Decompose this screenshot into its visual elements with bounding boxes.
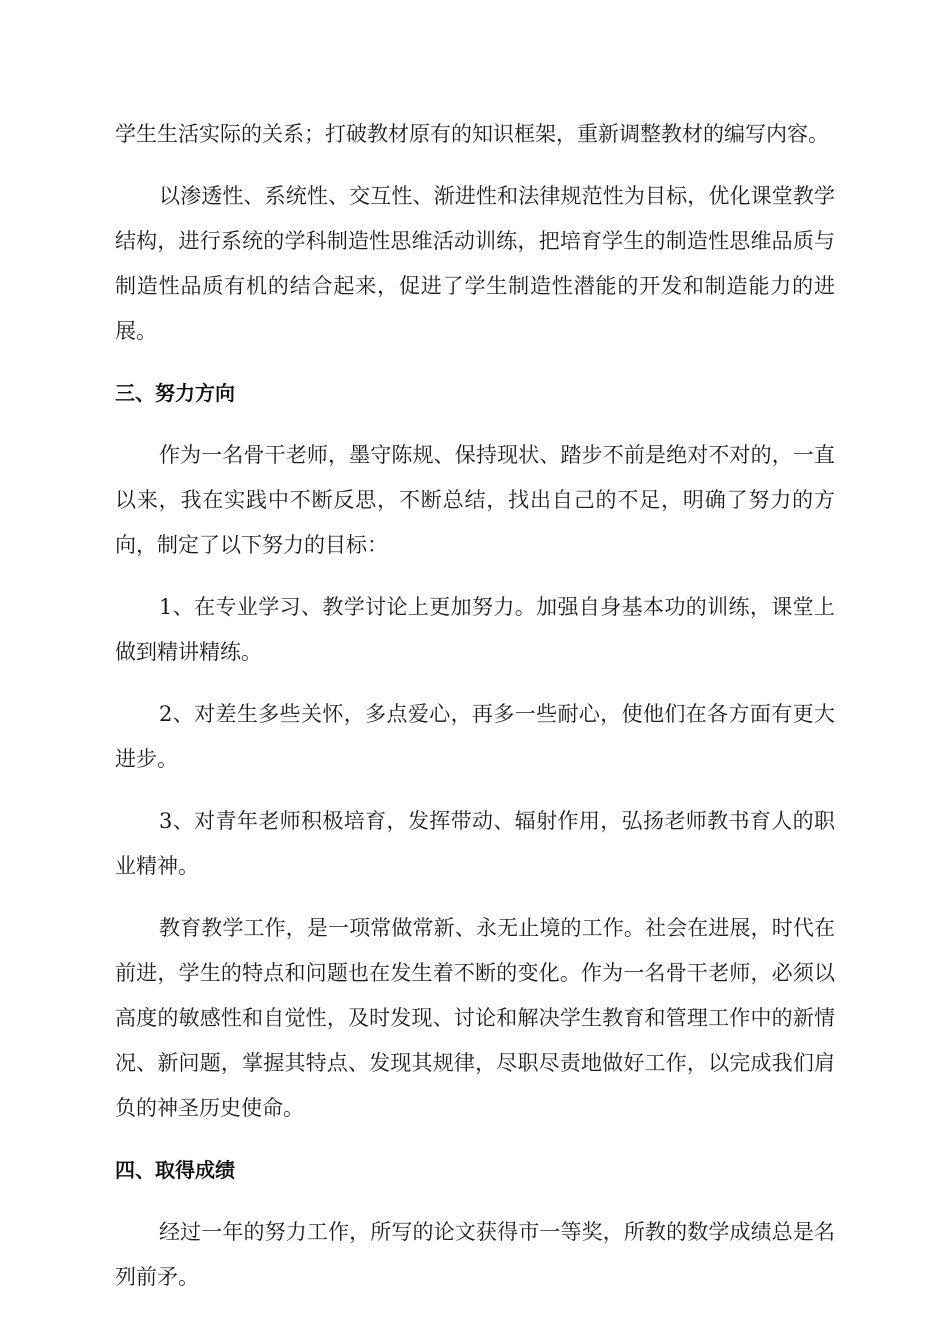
- paragraph-continuation: 学生生活实际的关系；打破教材原有的知识框架，重新调整教材的编写内容。: [115, 122, 829, 146]
- list-item-1: 1、在专业学习、教学讨论上更加努力。加强自身基本功的训练，课堂上做到精讲精练。: [115, 595, 835, 664]
- list-item-3: 3、对青年老师积极培育，发挥带动、辐射作用，弘扬老师教书育人的职业精神。: [115, 809, 835, 878]
- list-item-2: 2、对差生多些关怀，多点爱心，再多一些耐心，使他们在各方面有更大进步。: [115, 702, 835, 771]
- paragraph-direction-intro: 作为一名骨干老师，墨守陈规、保持现状、踏步不前是绝对不对的，一直以来，我在实践中不断反思，不断总结，找出自己的不足，明确了努力的方向，制定了以下努力的目标：: [115, 443, 835, 557]
- paragraph-teaching-goals: 以渗透性、系统性、交互性、渐进性和法律规范性为目标，优化课堂教学结构，进行系统的学科制造性思维活动训练，把培育学生的制造性思维品质与制造性品质有机的结合起来，促进了学生制造性潜能的开发和制造能力的进展。: [115, 184, 835, 343]
- paragraph-achievements: 经过一年的努力工作，所写的论文获得市一等奖，所教的数学成绩总是名列前矛。: [115, 1220, 835, 1289]
- section-heading-direction: 三、努力方向: [115, 381, 235, 405]
- paragraph-education-work: 教育教学工作，是一项常做常新、永无止境的工作。社会在进展，时代在前进，学生的特点和问题也在发生着不断的变化。作为一名骨干老师，必须以高度的敏感性和自觉性，及时发现、讨论和解决学生教育和管理工作中的新情况、新问题，掌握其特点、发现其规律，尽职尽责地做好工作，以完成我们肩负的神圣历史使命。: [115, 916, 835, 1120]
- document-body: [115, 112, 835, 1317]
- section-heading-achievements: 四、取得成绩: [115, 1158, 235, 1182]
